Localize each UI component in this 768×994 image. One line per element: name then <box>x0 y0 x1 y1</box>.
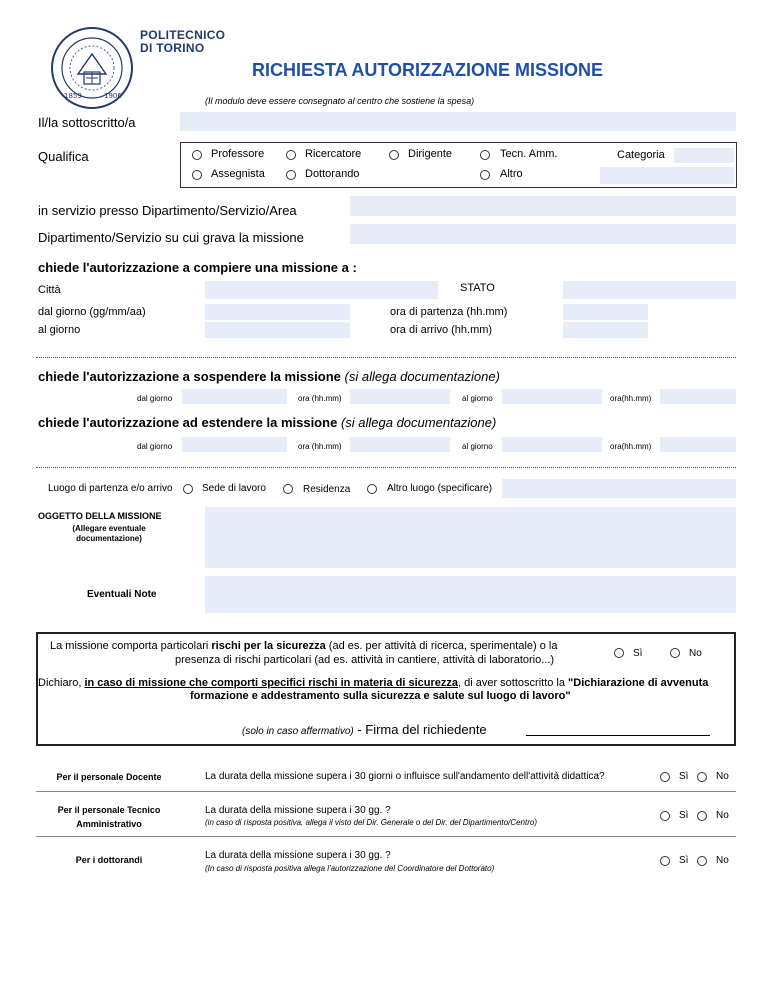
logo-line2: DI TORINO <box>140 41 205 55</box>
option-tecn-amm: Tecn. Amm. <box>500 148 558 160</box>
row-docente-question: La durata della missione supera i 30 giorni o influisce sull'andamento dell'attività didattica? <box>205 771 605 782</box>
option-residenza: Residenza <box>303 484 351 495</box>
sosp-col-al: al giorno <box>462 394 493 403</box>
dichiaro-line2: formazione e addestramento sulla sicurezza e salute sul luogo di lavoro" <box>190 690 571 702</box>
radio-sede-lavoro[interactable] <box>183 484 193 494</box>
row-dottorandi-question: La durata della missione supera i 30 gg. ? <box>205 850 391 861</box>
option-ricercatore: Ricercatore <box>305 148 362 160</box>
radio-dottorandi-no[interactable] <box>697 856 707 866</box>
note-label: Eventuali Note <box>87 589 157 600</box>
sottoscritto-field[interactable] <box>180 112 736 131</box>
row-divider-2 <box>36 836 736 837</box>
sicurezza-line1 <box>50 640 557 652</box>
sicurezza-line1-c: (ad es. per attività di ricerca, sperimentale) o la <box>325 640 558 652</box>
radio-altro-luogo[interactable] <box>367 484 377 494</box>
grava-label: Dipartimento/Servizio su cui grava la missione <box>38 230 304 245</box>
firma-line <box>242 721 487 739</box>
sosp-col-ora: ora (hh.mm) <box>298 394 342 403</box>
radio-assegnista[interactable] <box>192 170 202 180</box>
radio-docente-no[interactable] <box>697 772 707 782</box>
radio-altro[interactable] <box>480 170 490 180</box>
est-ora2-field[interactable] <box>660 437 736 452</box>
logo-seal <box>50 26 134 110</box>
est-col-ora2: ora(hh.mm) <box>610 442 652 451</box>
ora-partenza-field[interactable] <box>563 304 648 320</box>
estendere-heading-line <box>38 415 496 430</box>
option-assegnista: Assegnista <box>211 168 265 180</box>
qualifica-label: Qualifica <box>38 149 89 164</box>
al-giorno-label: al giorno <box>38 324 81 336</box>
radio-tecnico-no[interactable] <box>697 811 707 821</box>
categoria-label: Categoria <box>617 149 665 161</box>
sospendere-heading-line <box>38 369 500 384</box>
est-ora-field[interactable] <box>350 437 450 452</box>
altro-luogo-field[interactable] <box>502 479 736 498</box>
citta-field[interactable] <box>205 281 438 299</box>
sicurezza-line1-a: La missione comporta particolari <box>50 640 212 652</box>
row-tecnico-note: (in caso di risposta positiva, allega il visto del Dir. Generale o del Dir. del Dipartimento/Centro) <box>205 818 537 827</box>
svg-text:1859: 1859 <box>64 92 82 100</box>
sosp-ora2-field[interactable] <box>660 389 736 404</box>
sosp-col-dal: dal giorno <box>137 394 173 403</box>
option-dirigente: Dirigente <box>408 148 453 160</box>
radio-dottorando[interactable] <box>286 170 296 180</box>
radio-tecn-amm[interactable] <box>480 150 490 160</box>
row-dottorandi-no: No <box>716 855 729 866</box>
radio-tecnico-si[interactable] <box>660 811 670 821</box>
divider-1 <box>36 357 736 358</box>
dal-giorno-field[interactable] <box>205 304 350 320</box>
stato-field[interactable] <box>563 281 736 299</box>
partenza-label: Luogo di partenza e/o arrivo <box>48 483 173 494</box>
dichiaro-b: in caso di missione che comporti specifici rischi in materia di sicurezza <box>84 677 458 689</box>
firma-note: (solo in caso affermativo) <box>242 726 354 737</box>
citta-label: Città <box>38 284 61 296</box>
estendere-heading: chiede l'autorizzazione ad estendere la missione <box>38 415 338 430</box>
stato-label: STATO <box>460 282 495 294</box>
dichiaro-c: , di aver sottoscritto la <box>458 677 569 689</box>
oggetto-label: OGGETTO DELLA MISSIONE <box>38 511 162 521</box>
option-dottorando: Dottorando <box>305 168 360 180</box>
sosp-dal-field[interactable] <box>182 389 287 404</box>
row-dottorandi-who: Per i dottorandi <box>75 855 143 865</box>
option-professore: Professore <box>211 148 265 160</box>
sottoscritto-label: Il/la sottoscritto/a <box>38 115 136 130</box>
categoria-field[interactable] <box>674 148 734 163</box>
chiede-heading: chiede l'autorizzazione a compiere una missione a : <box>38 260 357 275</box>
est-col-al: al giorno <box>462 442 493 451</box>
option-altro-luogo: Altro luogo (specificare) <box>387 483 493 494</box>
servizio-label: in servizio presso Dipartimento/Servizio/Area <box>38 203 297 218</box>
row-tecnico-si: Sì <box>679 810 689 821</box>
est-col-dal: dal giorno <box>137 442 173 451</box>
dichiaro-d: "Dichiarazione di avvenuta <box>568 677 709 689</box>
radio-dottorandi-si[interactable] <box>660 856 670 866</box>
sosp-col-ora2: ora(hh.mm) <box>610 394 652 403</box>
sicurezza-no-label: No <box>689 648 702 659</box>
sosp-ora-field[interactable] <box>350 389 450 404</box>
divider-2 <box>36 467 736 468</box>
servizio-field[interactable] <box>350 196 736 216</box>
est-dal-field[interactable] <box>182 437 287 452</box>
page-subtitle: (Il modulo deve essere consegnato al centro che sostiene la spesa) <box>205 96 475 106</box>
ora-arrivo-label: ora di arrivo (hh.mm) <box>390 324 493 336</box>
page-title: RICHIESTA AUTORIZZAZIONE MISSIONE <box>252 60 604 80</box>
row-tecnico-who: Per il personale Tecnico Amministrativo <box>57 805 161 829</box>
dichiaro-line1 <box>38 677 708 689</box>
option-altro: Altro <box>500 168 523 180</box>
row-docente-si: Sì <box>679 771 689 782</box>
radio-residenza[interactable] <box>283 484 293 494</box>
sicurezza-line1-b: rischi per la sicurezza <box>211 640 326 652</box>
row-dottorandi-si: Sì <box>679 855 689 866</box>
dichiaro-a: Dichiaro, <box>38 677 85 689</box>
row-docente-no: No <box>716 771 729 782</box>
radio-ricercatore[interactable] <box>286 150 296 160</box>
row-divider-1 <box>36 791 736 792</box>
sosp-al-field[interactable] <box>502 389 602 404</box>
al-giorno-field[interactable] <box>205 322 350 338</box>
row-dottorandi-note: (In caso di risposta positiva allega l'autorizzazione del Coordinatore del Dottorato) <box>205 864 495 873</box>
sospendere-heading: chiede l'autorizzazione a sospendere la missione <box>38 369 341 384</box>
oggetto-sub1: (Allegare eventuale <box>72 524 146 533</box>
firma-field[interactable] <box>526 735 710 736</box>
sicurezza-si-label: Sì <box>633 648 643 659</box>
note-field[interactable] <box>205 576 736 613</box>
altro-field[interactable] <box>600 167 734 184</box>
option-sede-lavoro: Sede di lavoro <box>202 483 266 494</box>
row-docente-who: Per il personale Docente <box>56 772 162 782</box>
firma-label: - Firma del richiedente <box>353 722 487 737</box>
est-al-field[interactable] <box>502 437 602 452</box>
radio-sicurezza-no[interactable] <box>670 648 680 658</box>
radio-docente-si[interactable] <box>660 772 670 782</box>
radio-sicurezza-si[interactable] <box>614 648 624 658</box>
radio-professore[interactable] <box>192 150 202 160</box>
logo-line1: POLITECNICO <box>140 28 226 42</box>
estendere-note: (si allega documentazione) <box>340 415 497 430</box>
row-tecnico-no: No <box>716 810 729 821</box>
sicurezza-line2: presenza di rischi particolari (ad es. attività in cantiere, attività di laboratorio...) <box>175 654 555 666</box>
svg-text:1906: 1906 <box>104 92 122 100</box>
radio-dirigente[interactable] <box>389 150 399 160</box>
row-tecnico-question: La durata della missione supera i 30 gg. ? <box>205 805 391 816</box>
ora-arrivo-field[interactable] <box>563 322 648 338</box>
oggetto-field[interactable] <box>205 507 736 568</box>
sospendere-note: (si allega documentazione) <box>344 369 500 384</box>
grava-field[interactable] <box>350 224 736 244</box>
oggetto-sub2: documentazione) <box>76 534 142 543</box>
est-col-ora: ora (hh.mm) <box>298 442 342 451</box>
dal-giorno-label: dal giorno (gg/mm/aa) <box>38 306 146 318</box>
ora-partenza-label: ora di partenza (hh.mm) <box>390 306 508 318</box>
